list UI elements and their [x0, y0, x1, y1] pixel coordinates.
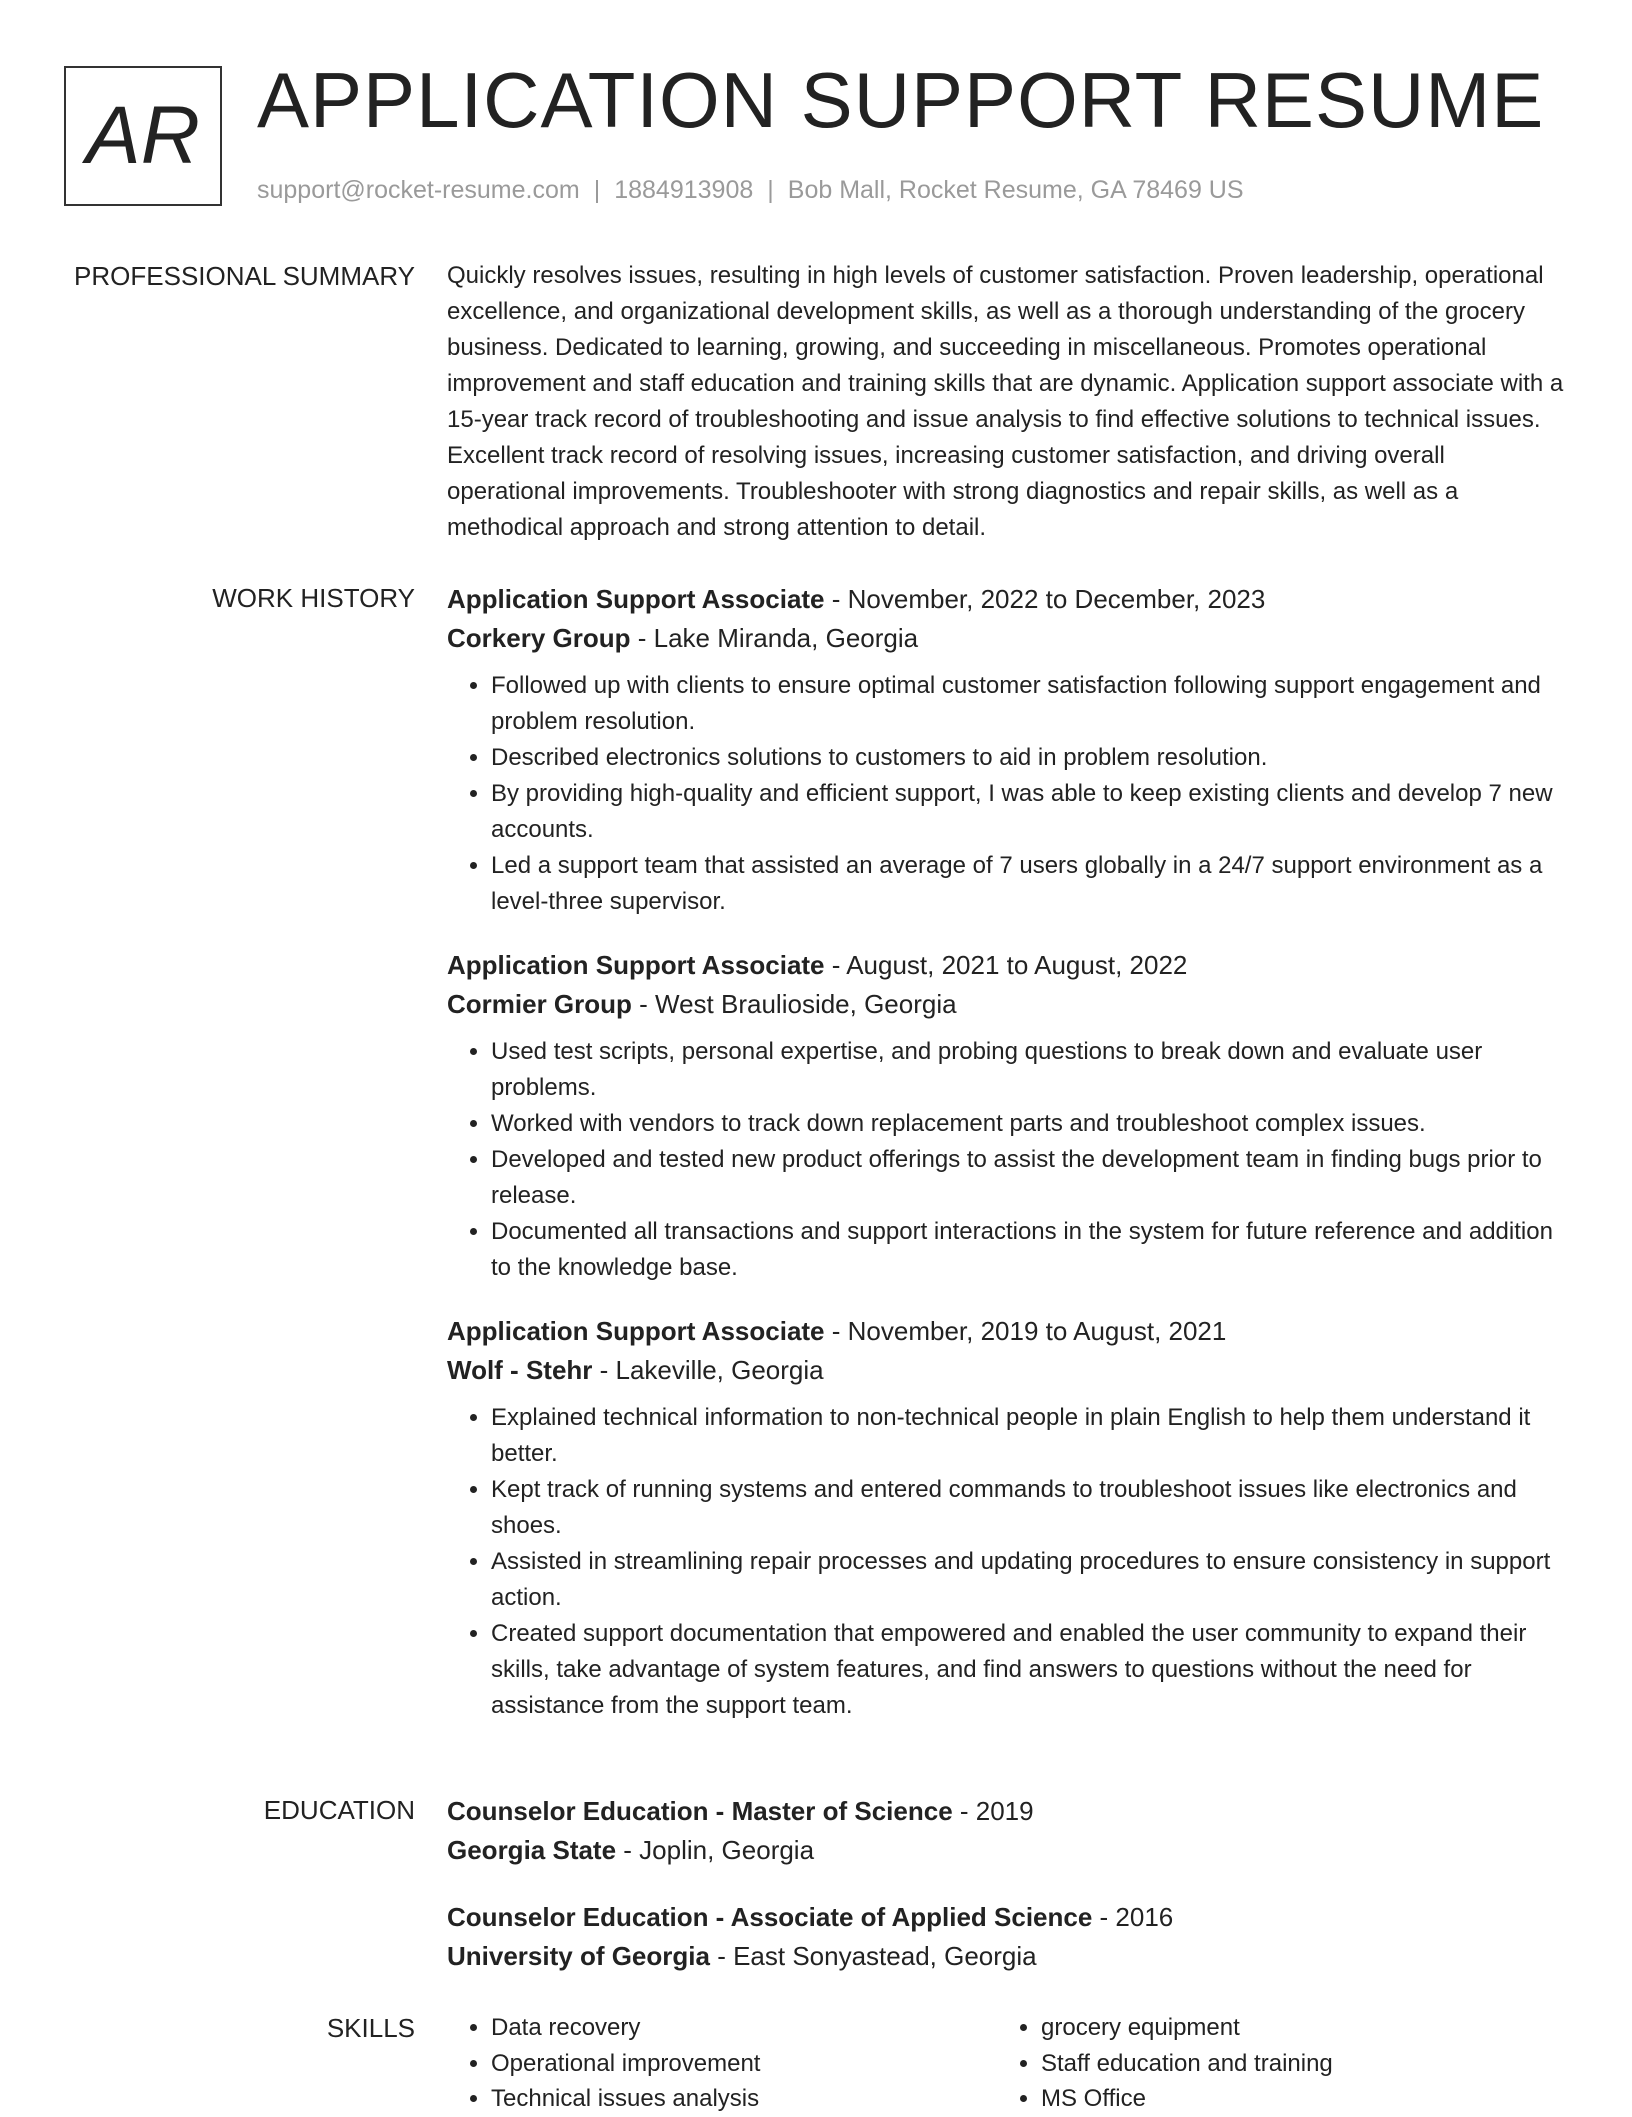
- summary-heading: PROFESSIONAL SUMMARY: [74, 261, 415, 291]
- job-title: Application Support Associate: [447, 950, 825, 980]
- school-location: - Joplin, Georgia: [616, 1835, 815, 1865]
- job-location: - Lakeville, Georgia: [592, 1355, 824, 1385]
- job-title: Application Support Associate: [447, 1316, 825, 1346]
- resume-title: APPLICATION SUPPORT RESUME: [257, 56, 1545, 144]
- work-history-heading: WORK HISTORY: [212, 583, 415, 613]
- contact-phone: 1884913908: [614, 176, 754, 204]
- education-entry: [447, 1792, 1567, 1870]
- job-bullet: • Kept track of running systems and entered commands to troubleshoot issues like electronics and shoes.: [491, 1472, 1567, 1544]
- job-bullet: • Assisted in streamlining repair processes and updating procedures to ensure consistency in support action.: [491, 1544, 1567, 1616]
- skill-item: • Data recovery: [491, 2010, 997, 2046]
- job-dates: - August, 2021 to August, 2022: [824, 950, 1188, 980]
- job-bullet: • Followed up with clients to ensure optimal customer satisfaction following support engagement and problem resolution.: [491, 668, 1567, 740]
- job-bullet: • Developed and tested new product offerings to assist the development team in finding bugs prior to release.: [491, 1142, 1567, 1214]
- job-entry: [447, 580, 1567, 920]
- contact-separator: |: [767, 176, 774, 204]
- summary-body: [447, 258, 1567, 546]
- contact-line: [257, 176, 1244, 205]
- skill-item: • MS Office: [1041, 2081, 1547, 2117]
- job-bullet: • Created support documentation that empowered and enabled the user community to expand their skills, take advantage of system features, and find answers to questions without the need for assistance from the support team.: [491, 1616, 1567, 1724]
- job-bullet: • Explained technical information to non-technical people in plain English to help them understand it better.: [491, 1400, 1567, 1472]
- contact-separator: |: [593, 176, 601, 204]
- school: Georgia State: [447, 1835, 617, 1865]
- degree: Counselor Education - Master of Science: [447, 1796, 953, 1826]
- degree: Counselor Education - Associate of Applied Science: [447, 1902, 1093, 1932]
- education-entry: [447, 1898, 1567, 1976]
- education-body: [447, 1792, 1567, 2004]
- job-bullet: • By providing high-quality and efficient support, I was able to keep existing clients and develop 7 new accounts.: [491, 776, 1567, 848]
- degree-year: - 2016: [1092, 1902, 1174, 1932]
- job-location: - Lake Miranda, Georgia: [630, 623, 919, 653]
- job-company: Cormier Group: [447, 989, 632, 1019]
- contact-email: support@rocket-resume.com: [257, 176, 580, 204]
- summary-text: Quickly resolves issues, resulting in high levels of customer satisfaction. Proven leadership, operational excellence, and organizational development skills, as well as a thorough understanding of the grocery business. Dedicated to learning, growing, and succeeding in miscellaneous. Promotes operational improvement and staff education and training skills that are dynamic. Application support associate with a 15-year track record of troubleshooting and issue analysis to find effective solutions to technical issues. Excellent track record of resolving issues, increasing customer satisfaction, and driving overall operational improvements. Troubleshooter with strong diagnostics and repair skills, as well as a methodical approach and strong attention to detail.: [447, 262, 1564, 541]
- skill-item: • Operational improvement: [491, 2046, 997, 2082]
- job-bullets: [447, 1034, 1567, 1286]
- job-title: Application Support Associate: [447, 584, 825, 614]
- skills-column-right: [997, 2010, 1547, 2117]
- skills-column-left: [447, 2010, 997, 2117]
- job-company: Wolf - Stehr: [447, 1355, 593, 1385]
- skill-item: • Staff education and training: [1041, 2046, 1547, 2082]
- job-bullets: [447, 668, 1567, 920]
- job-bullet: • Worked with vendors to track down replacement parts and troubleshoot complex issues.: [491, 1106, 1567, 1142]
- skills-body: [447, 2010, 1567, 2117]
- contact-address: Bob Mall, Rocket Resume, GA 78469 US: [787, 176, 1244, 204]
- job-bullet: • Used test scripts, personal expertise, and probing questions to break down and evaluate user problems.: [491, 1034, 1567, 1106]
- job-entry: [447, 946, 1567, 1286]
- degree-year: - 2019: [952, 1796, 1034, 1826]
- job-entry: [447, 1312, 1567, 1724]
- work-history-body: [447, 580, 1567, 1750]
- job-bullets: [447, 1400, 1567, 1724]
- job-bullet: • Documented all transactions and support interactions in the system for future reference and addition to the knowledge base.: [491, 1214, 1567, 1286]
- job-company: Corkery Group: [447, 623, 631, 653]
- initials-monogram: AR: [64, 66, 222, 206]
- skills-heading: SKILLS: [326, 2013, 415, 2043]
- job-dates: - November, 2019 to August, 2021: [824, 1316, 1227, 1346]
- job-bullet: • Led a support team that assisted an average of 7 users globally in a 24/7 support environment as a level-three supervisor.: [491, 848, 1567, 920]
- skill-item: • grocery equipment: [1041, 2010, 1547, 2046]
- job-bullet: • Described electronics solutions to customers to aid in problem resolution.: [491, 740, 1567, 776]
- job-dates: - November, 2022 to December, 2023: [824, 584, 1266, 614]
- skill-item: • Technical issues analysis: [491, 2081, 997, 2117]
- school: University of Georgia: [447, 1941, 710, 1971]
- job-location: - West Braulioside, Georgia: [631, 989, 957, 1019]
- education-heading: EDUCATION: [263, 1795, 415, 1825]
- school-location: - East Sonyastead, Georgia: [709, 1941, 1037, 1971]
